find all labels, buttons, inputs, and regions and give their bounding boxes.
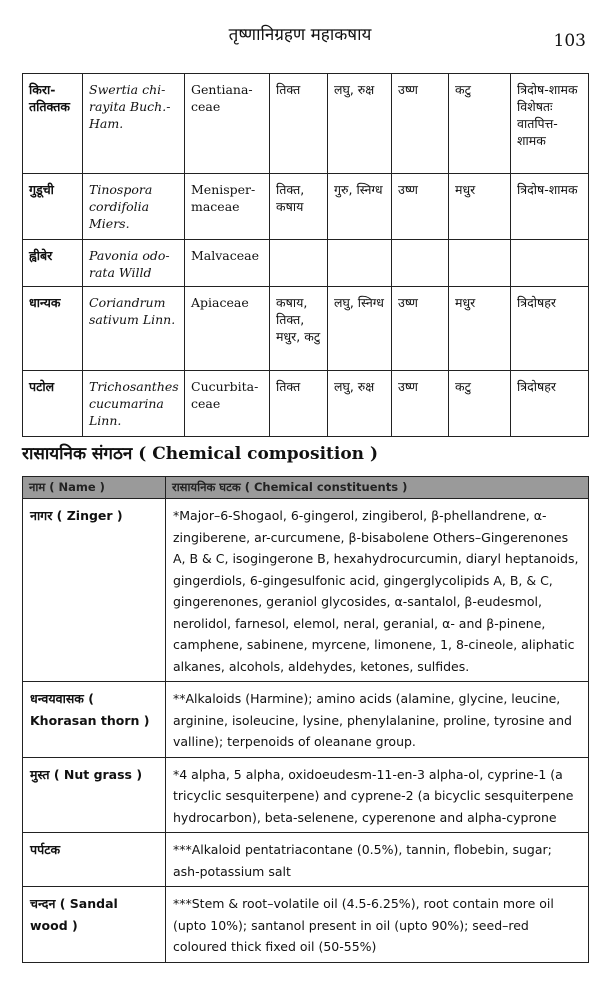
family-cell: Apiaceae — [185, 286, 270, 370]
herb-row — [23, 370, 589, 436]
constituent-name: मुस्त ( Nut grass ) — [23, 757, 166, 833]
virya-cell: उष्ण — [392, 286, 449, 370]
karma-cell: त्रिदोषहर — [511, 286, 589, 370]
latin-name-cell: Pavonia odo-rata Willd — [83, 240, 185, 287]
section-heading-hindi: रासायनिक संगठन — [22, 444, 133, 464]
chem-header-row — [23, 477, 589, 499]
herb-row — [23, 286, 589, 370]
herb-name-cell: किरा-ततिक्तक — [23, 74, 83, 174]
vipaka-cell: कटु — [449, 370, 511, 436]
vipaka-cell — [449, 240, 511, 287]
herb-name-cell: पटोल — [23, 370, 83, 436]
section-heading-english: ( Chemical composition ) — [138, 444, 378, 464]
rasa-cell — [270, 240, 328, 287]
constituent-list: *4 alpha, 5 alpha, oxidoeudesm-11-en-3 alpha-ol, cyprine-1 (a tricyclic sesquiterpene) and cyprene-2 (a bicyclic sesquiterpene hydrocarbon), beta-selenene, cyperenone and alpha-cyprone — [166, 757, 589, 833]
section-heading — [22, 441, 378, 464]
virya-cell: उष्ण — [392, 174, 449, 240]
karma-cell: त्रिदोष-शामक विशेषतः वातपित्त-शामक — [511, 74, 589, 174]
guna-cell: लघु, रुक्ष — [328, 370, 392, 436]
family-cell: Menisper-maceae — [185, 174, 270, 240]
guna-cell: लघु, रुक्ष — [328, 74, 392, 174]
col-header-constituents: रासायनिक घटक ( Chemical constituents ) — [166, 477, 589, 499]
rasa-cell: तिक्त — [270, 370, 328, 436]
constituent-name: धन्वयवासक ( Khorasan thorn ) — [23, 682, 166, 758]
herb-name-cell: ह्वीबेर — [23, 240, 83, 287]
vipaka-cell: मधुर — [449, 286, 511, 370]
family-cell: Malvaceae — [185, 240, 270, 287]
vipaka-cell: कटु — [449, 74, 511, 174]
latin-name-cell: Trichosanthes cucumarina Linn. — [83, 370, 185, 436]
guna-cell: गुरु, स्निग्ध — [328, 174, 392, 240]
rasa-cell: कषाय, तिक्त, मधुर, कटु — [270, 286, 328, 370]
guna-cell: लघु, स्निग्ध — [328, 286, 392, 370]
latin-name-cell: Tinospora cordifolia Miers. — [83, 174, 185, 240]
karma-cell: त्रिदोषहर — [511, 370, 589, 436]
guna-cell — [328, 240, 392, 287]
constituent-name: चन्दन ( Sandal wood ) — [23, 887, 166, 963]
chemical-composition-table — [22, 476, 589, 963]
karma-cell — [511, 240, 589, 287]
latin-name-cell: Swertia chi-rayita Buch.-Ham. — [83, 74, 185, 174]
chem-row — [23, 887, 589, 963]
karma-cell: त्रिदोष-शामक — [511, 174, 589, 240]
vipaka-cell: मधुर — [449, 174, 511, 240]
col-header-name: नाम ( Name ) — [23, 477, 166, 499]
virya-cell: उष्ण — [392, 370, 449, 436]
herb-name-cell: गुडूची — [23, 174, 83, 240]
herb-row — [23, 74, 589, 174]
page-header — [0, 0, 600, 50]
family-cell: Cucurbita-ceae — [185, 370, 270, 436]
herb-row — [23, 240, 589, 287]
page-number: 103 — [553, 31, 586, 51]
chem-row — [23, 757, 589, 833]
chem-row — [23, 499, 589, 682]
constituent-list: **Alkaloids (Harmine); amino acids (alamine, glycine, leucine, arginine, isoleucine, lysine, phenylalanine, proline, tyrosine and valline); terpenoids of oleanane group. — [166, 682, 589, 758]
constituent-list: ***Alkaloid pentatriacontane (0.5%), tannin, flobebin, sugar; ash-potassium salt — [166, 833, 589, 887]
rasa-cell: तिक्त — [270, 74, 328, 174]
virya-cell: उष्ण — [392, 74, 449, 174]
herb-properties-table — [22, 73, 589, 437]
chem-row — [23, 833, 589, 887]
constituent-name: पर्पटक — [23, 833, 166, 887]
running-title: तृष्णानिग्रहण महाकषाय — [228, 25, 372, 45]
herb-row — [23, 174, 589, 240]
constituent-list: *Major–6-Shogaol, 6-gingerol, zingiberol, β-phellandrene, α-zingiberene, ar-curcumene, β-bisabolene Others–Gingerenones A, B & C, isogingerone B, hexahydrocurcumin, diaryl heptanoids, gingerdiols, 6-gingesulfonic acid, gingerglycolipids A, B, & C, gingerenones, geraniol glycosides, α-santalol, β-eudesmol, nerolidol, farnesol, elemol, neral, geranial, α- and β-pinene, camphene, sabinene, myrcene, limonene, 1, 8-cineole, aliphatic alkanes, alcohols, aldehydes, ketones, sulfides. — [166, 499, 589, 682]
family-cell: Gentiana-ceae — [185, 74, 270, 174]
virya-cell — [392, 240, 449, 287]
latin-name-cell: Coriandrum sativum Linn. — [83, 286, 185, 370]
constituent-name: नागर ( Zinger ) — [23, 499, 166, 682]
constituent-list: ***Stem & root–volatile oil (4.5-6.25%), root contain more oil (upto 10%); santanol present in oil (upto 90%); seed–red coloured thick fixed oil (50-55%) — [166, 887, 589, 963]
chem-row — [23, 682, 589, 758]
herb-name-cell: धान्यक — [23, 286, 83, 370]
rasa-cell: तिक्त, कषाय — [270, 174, 328, 240]
